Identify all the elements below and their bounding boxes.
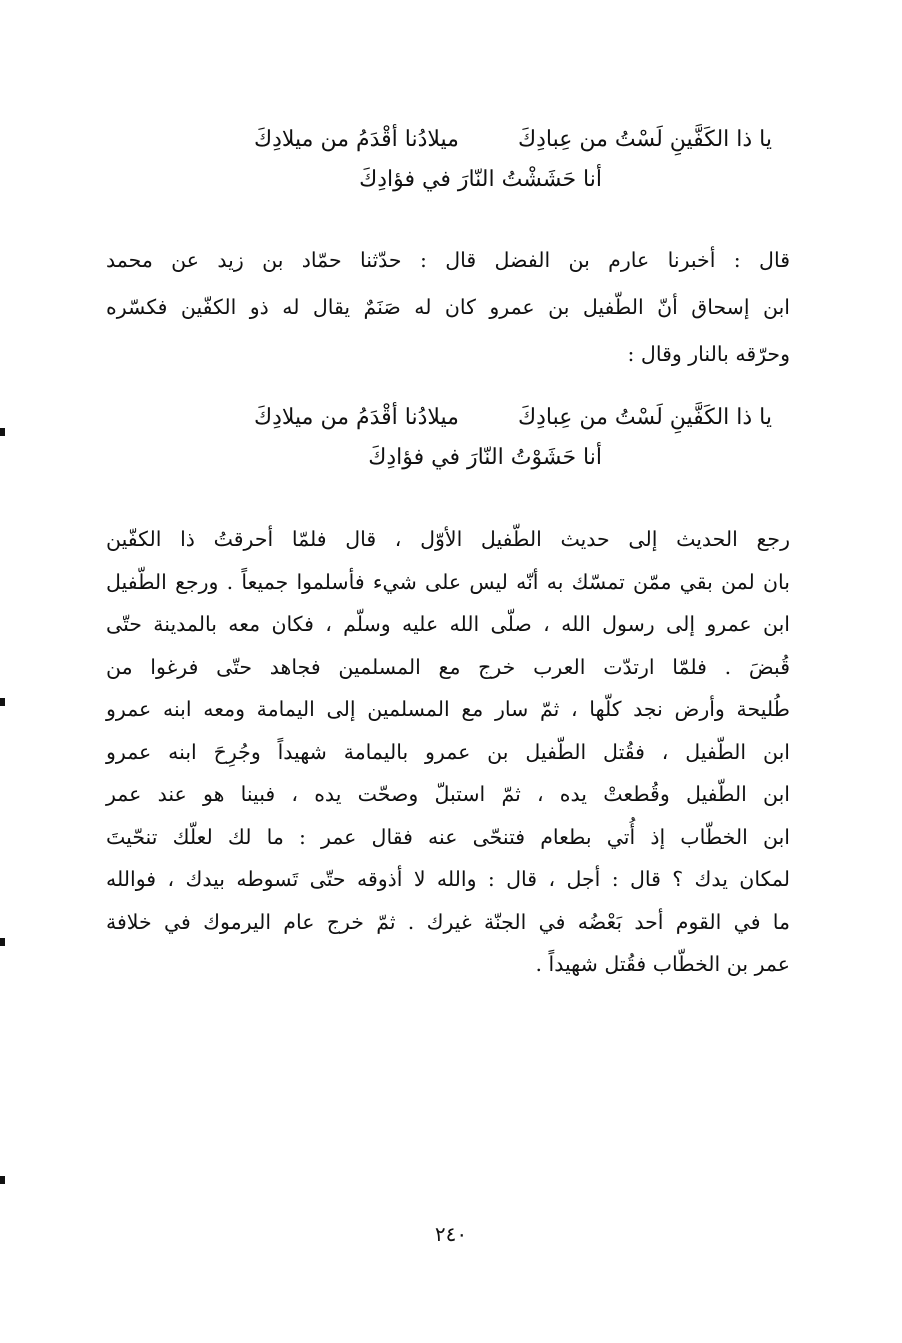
paragraph-2 — [106, 518, 790, 986]
paragraph-1 — [106, 237, 790, 378]
text-line: رجع الحديث إلى حديث الطّفيل الأوّل ، قال فلمّا أحرقتُ ذا الكفّين — [106, 527, 790, 551]
verse-line — [92, 398, 772, 438]
text-line: ابن عمرو إلى رسول الله ، صلّى الله عليه وسلّم ، فكان معه بالمدينة حتّى — [106, 612, 790, 636]
verse-line — [92, 438, 772, 478]
verse-2 — [92, 398, 772, 478]
scan-margin-mark — [0, 428, 5, 436]
text-line: ابن الخطّاب إذ أُتي بطعام فتنحّى عنه فقال عمر : ما لك لعلّك تنحّيتَ — [106, 824, 790, 849]
text-line: عمر بن الخطّاب فقُتل شهيداً . — [535, 952, 790, 976]
page-number: ٢٤٠ — [434, 1222, 468, 1246]
verse-line — [92, 120, 772, 160]
verse-hemistich-right: يا ذا الكَفَّينِ لَسْتُ من عِبادِكَ — [517, 405, 772, 430]
verse-line — [92, 160, 772, 200]
verse-hemistich-left: ميلادُنا أقْدَمُ من ميلادِكَ — [253, 405, 459, 430]
text-line: ابن الطّفيل ، فقُتل الطّفيل بن عمرو باليمامة شهيداً وجُرِحَ ابنه عمرو — [106, 739, 790, 764]
text-line: طُليحة وأرض نجد كلّها ، ثمّ سار مع المسلمين إلى اليمامة ومعه ابنه عمرو — [106, 697, 790, 721]
verse-hemistich-left: ميلادُنا أقْدَمُ من ميلادِكَ — [253, 127, 459, 152]
text-line: بان لمن بقي ممّن تمسّك به أنّه ليس على شيء فأسلموا جميعاً . ورجع الطّفيل — [106, 569, 790, 594]
verse-1 — [92, 120, 772, 200]
text-line: ابن إسحاق أنّ الطّفيل بن عمرو كان له صَنَمٌ يقال له ذو الكفّين فكسّره — [106, 295, 790, 319]
text-line: ابن الطّفيل وقُطعتْ يده ، ثمّ استبلّ وصحّت يده ، فبينا هو عند عمر — [106, 782, 790, 806]
text-line: قال : أخبرنا عارم بن الفضل قال : حدّثنا حمّاد بن زيد عن محمد — [106, 248, 790, 272]
verse-hemistich: أنا حَشَوْتُ النّارَ في فؤادِكَ — [368, 445, 602, 470]
verse-hemistich-right: يا ذا الكَفَّينِ لَسْتُ من عِبادِكَ — [517, 127, 772, 152]
scan-margin-mark — [0, 938, 5, 946]
scan-margin-mark — [0, 698, 5, 706]
text-line: ما في القوم أحد بَعْضُه في الجنّة غيرك . ثمّ خرج عام اليرموك في خلافة — [106, 909, 790, 934]
text-line: قُبضَ . فلمّا ارتدّت العرب خرج مع المسلمين فجاهد حتّى فرغوا من — [106, 654, 790, 679]
text-line: لمكان يدك ؟ قال : أجل ، قال : والله لا أذوقه حتّى تَسوطه بيدك ، فوالله — [106, 867, 790, 891]
verse-hemistich: أنا حَشَشْتُ النّارَ في فؤادِكَ — [359, 167, 602, 192]
scan-margin-mark — [0, 1176, 5, 1184]
text-line: وحرّقه بالنار وقال : — [627, 342, 790, 366]
